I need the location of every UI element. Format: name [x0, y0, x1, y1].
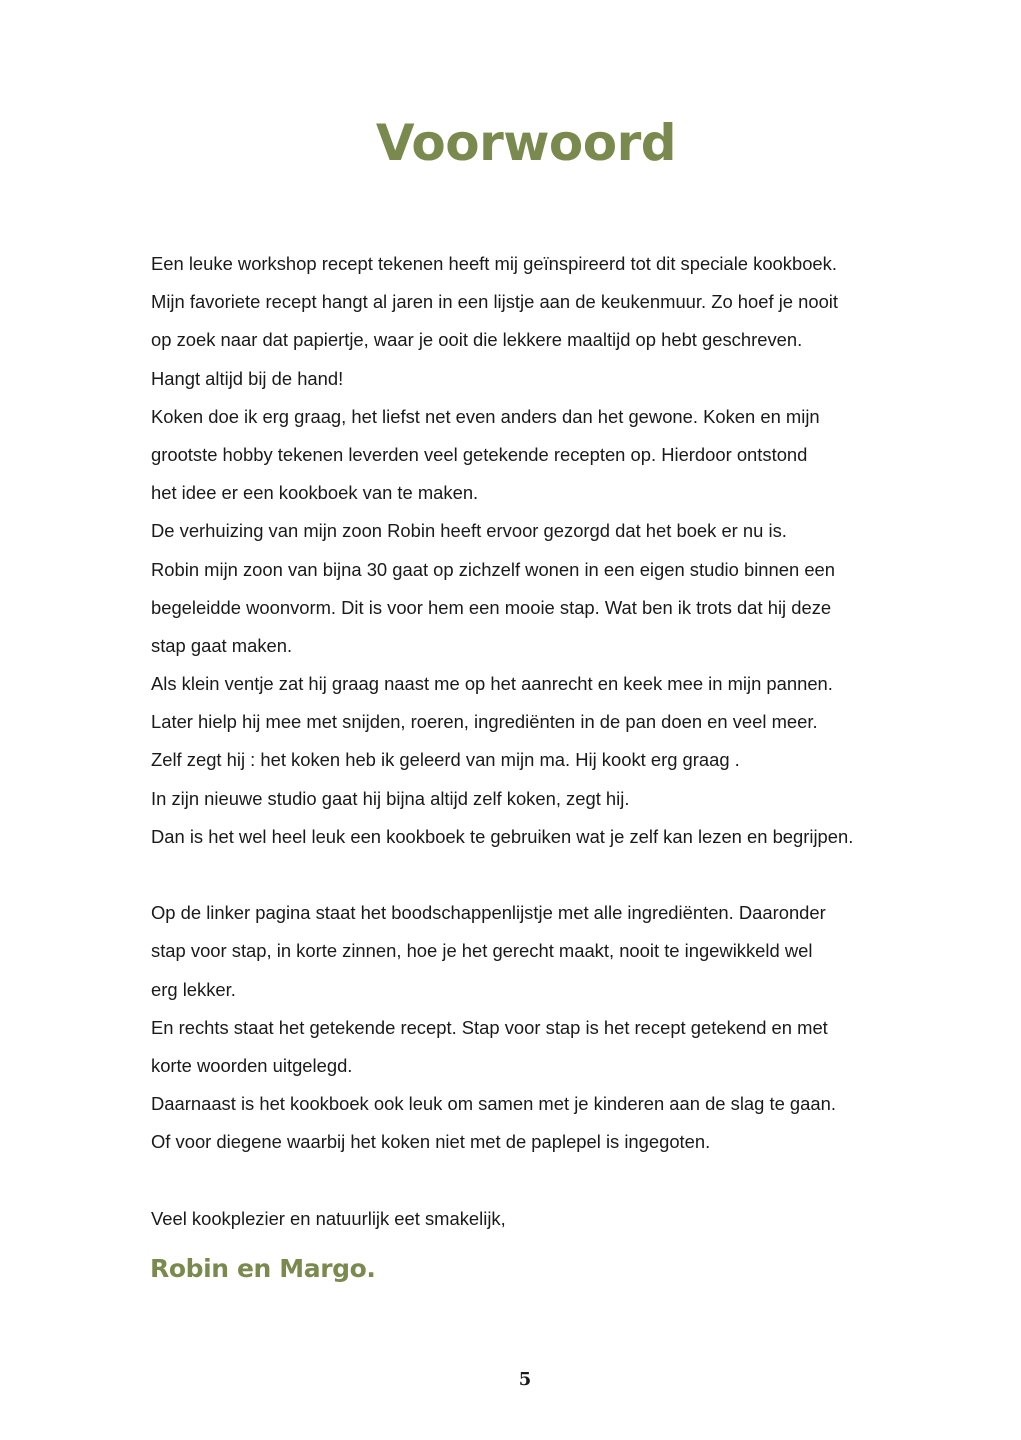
text-line: Of voor diegene waarbij het koken niet met de paplepel is ingegoten. [151, 1131, 711, 1153]
text-line: stap gaat maken. [151, 634, 293, 656]
signature: Robin en Margo. [150, 1254, 376, 1283]
text-line: Robin mijn zoon van bijna 30 gaat op zichzelf wonen in een eigen studio binnen een [151, 558, 836, 580]
text-line: erg lekker. [151, 978, 236, 1000]
text-line: Mijn favoriete recept hangt al jaren in een lijstje aan de keukenmuur. Zo hoef je nooit [151, 291, 838, 313]
text-line: Een leuke workshop recept tekenen heeft mij geïnspireerd tot dit speciale kookboek. [151, 253, 837, 274]
text-line: Daarnaast is het kookboek ook leuk om samen met je kinderen aan de slag te gaan. [151, 1093, 836, 1115]
text-line: begeleidde woonvorm. Dit is voor hem een mooie stap. Wat ben ik trots dat hij deze [151, 596, 832, 618]
text-line: Later hielp hij mee met snijden, roeren, ingrediënten in de pan doen en veel meer. [151, 711, 818, 733]
text-line: grootste hobby tekenen leverden veel getekende recepten op. Hierdoor ontstond [151, 443, 808, 465]
text-line: het idee er een kookboek van te maken. [151, 482, 479, 504]
body-text [151, 245, 911, 1238]
text-line: De verhuizing van mijn zoon Robin heeft ervoor gezorgd dat het boek er nu is. [151, 520, 787, 542]
text-line: Dan is het wel heel leuk een kookboek te gebruiken wat je zelf kan lezen en begrijpen. [151, 825, 854, 847]
text-line: stap voor stap, in korte zinnen, hoe je het gerecht maakt, nooit te ingewikkeld wel [151, 940, 813, 962]
text-line: En rechts staat het getekende recept. Stap voor stap is het recept getekend en met [151, 1016, 828, 1038]
text-line: In zijn nieuwe studio gaat hij bijna altijd zelf koken, zegt hij. [151, 787, 630, 809]
text-line: Koken doe ik erg graag, het liefst net even anders dan het gewone. Koken en mijn [151, 405, 820, 427]
page-number: 5 [518, 1369, 532, 1390]
paragraph-spacer [151, 856, 911, 894]
text-line: Zelf zegt hij : het koken heb ik geleerd van mijn ma. Hij kookt erg graag . [151, 749, 740, 771]
text-line: Als klein ventje zat hij graag naast me op het aanrecht en keek mee in mijn pannen. [151, 673, 833, 695]
page-title: Voorwoord [375, 114, 677, 172]
paragraph-spacer [151, 1162, 911, 1200]
text-line: Op de linker pagina staat het boodschappenlijstje met alle ingrediënten. Daaronder [151, 902, 826, 924]
text-line: Hangt altijd bij de hand! [151, 367, 344, 389]
text-line: korte woorden uitgelegd. [151, 1054, 353, 1076]
text-line: Veel kookplezier en natuurlijk eet smakelijk, [151, 1207, 506, 1229]
text-line: op zoek naar dat papiertje, waar je ooit die lekkere maaltijd op hebt geschreven. [151, 329, 803, 351]
